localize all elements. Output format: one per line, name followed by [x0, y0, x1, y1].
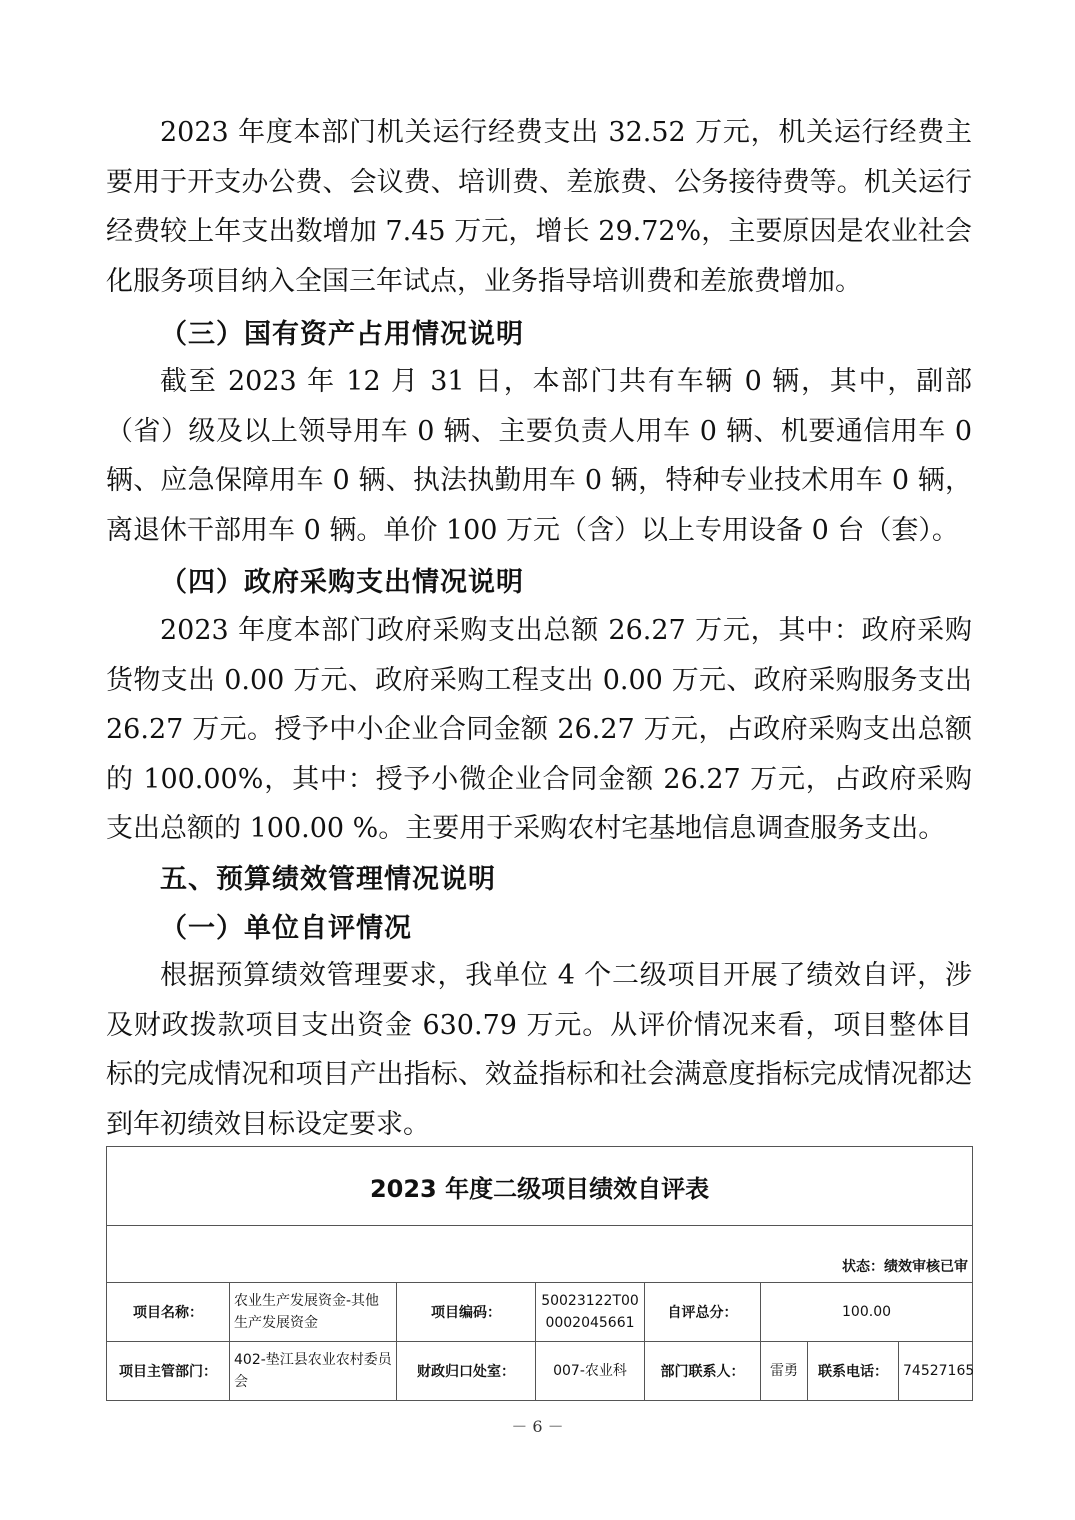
contact-phone-label: 联系电话： [808, 1342, 899, 1401]
paragraph-state-assets: 截至 2023 年 12 月 31 日，本部门共有车辆 0 辆，其中，副部（省）级及以上领导用车 0 辆、主要负责人用车 0 辆、机要通信用车 0 辆、应急保障用车 0 辆、执法执勤用车 0 辆，特种专业技术用车 0 辆，离退休干部用车 0 辆。单价 100 万元（含）以上专用设备 0 台（套）。 [106, 366, 972, 546]
self-score-value: 100.00 [761, 1283, 973, 1342]
department-contact-value: 雷勇 [761, 1342, 808, 1401]
project-code-value: 50023122T000002045661 [536, 1283, 645, 1342]
paragraph-government-procurement: 2023 年度本部门政府采购支出总额 26.27 万元，其中：政府采购货物支出 0.00 万元、政府采购工程支出 0.00 万元、政府采购服务支出 26.27 万元。授予中小企业合同金额 26.27 万元，占政府采购支出总额的 100.00%，其中：授予小微企业合同金额 26.27 万元，占政府采购支出总额的 100.00 %。主要用于采购农村宅基地信息调查服务支出。 [106, 615, 972, 844]
managing-department-value: 402-垫江县农业农村委员会 [230, 1342, 397, 1401]
heading-state-assets: （三）国有资产占用情况说明 [160, 319, 524, 350]
heading-government-procurement: （四）政府采购支出情况说明 [160, 567, 524, 598]
managing-department-label: 项目主管部门： [107, 1342, 230, 1401]
project-name-value: 农业生产发展资金-其他生产发展资金 [230, 1283, 397, 1342]
finance-office-label: 财政归口处室： [397, 1342, 536, 1401]
page-number: － 6 － [511, 1417, 564, 1436]
paragraph-operating-expenses: 2023 年度本部门机关运行经费支出 32.52 万元，机关运行经费主要用于开支办公费、会议费、培训费、差旅费、公务接待费等。机关运行经费较上年支出数增加 7.45 万元，增长 29.72%，主要原因是农业社会化服务项目纳入全国三年试点，业务指导培训费和差旅费增加。 [106, 117, 972, 297]
heading-self-evaluation: （一）单位自评情况 [160, 913, 412, 944]
self-score-label: 自评总分： [645, 1283, 761, 1342]
finance-office-value: 007-农业科 [536, 1342, 645, 1401]
contact-phone-value: 74527165 [899, 1342, 973, 1401]
project-code-label: 项目编码： [397, 1283, 536, 1342]
performance-evaluation-table [106, 1146, 973, 1401]
department-contact-label: 部门联系人： [645, 1342, 761, 1401]
table-title: 2023 年度二级项目绩效自评表 [107, 1147, 973, 1226]
table-status: 状态：绩效审核已审 [107, 1226, 973, 1283]
heading-budget-performance: 五、预算绩效管理情况说明 [160, 864, 496, 895]
project-name-label: 项目名称： [107, 1283, 230, 1342]
paragraph-self-evaluation: 根据预算绩效管理要求，我单位 4 个二级项目开展了绩效自评，涉及财政拨款项目支出资金 630.79 万元。从评价情况来看，项目整体目标的完成情况和项目产出指标、效益指标和社会满意度指标完成情况都达到年初绩效目标设定要求。 [106, 960, 972, 1140]
